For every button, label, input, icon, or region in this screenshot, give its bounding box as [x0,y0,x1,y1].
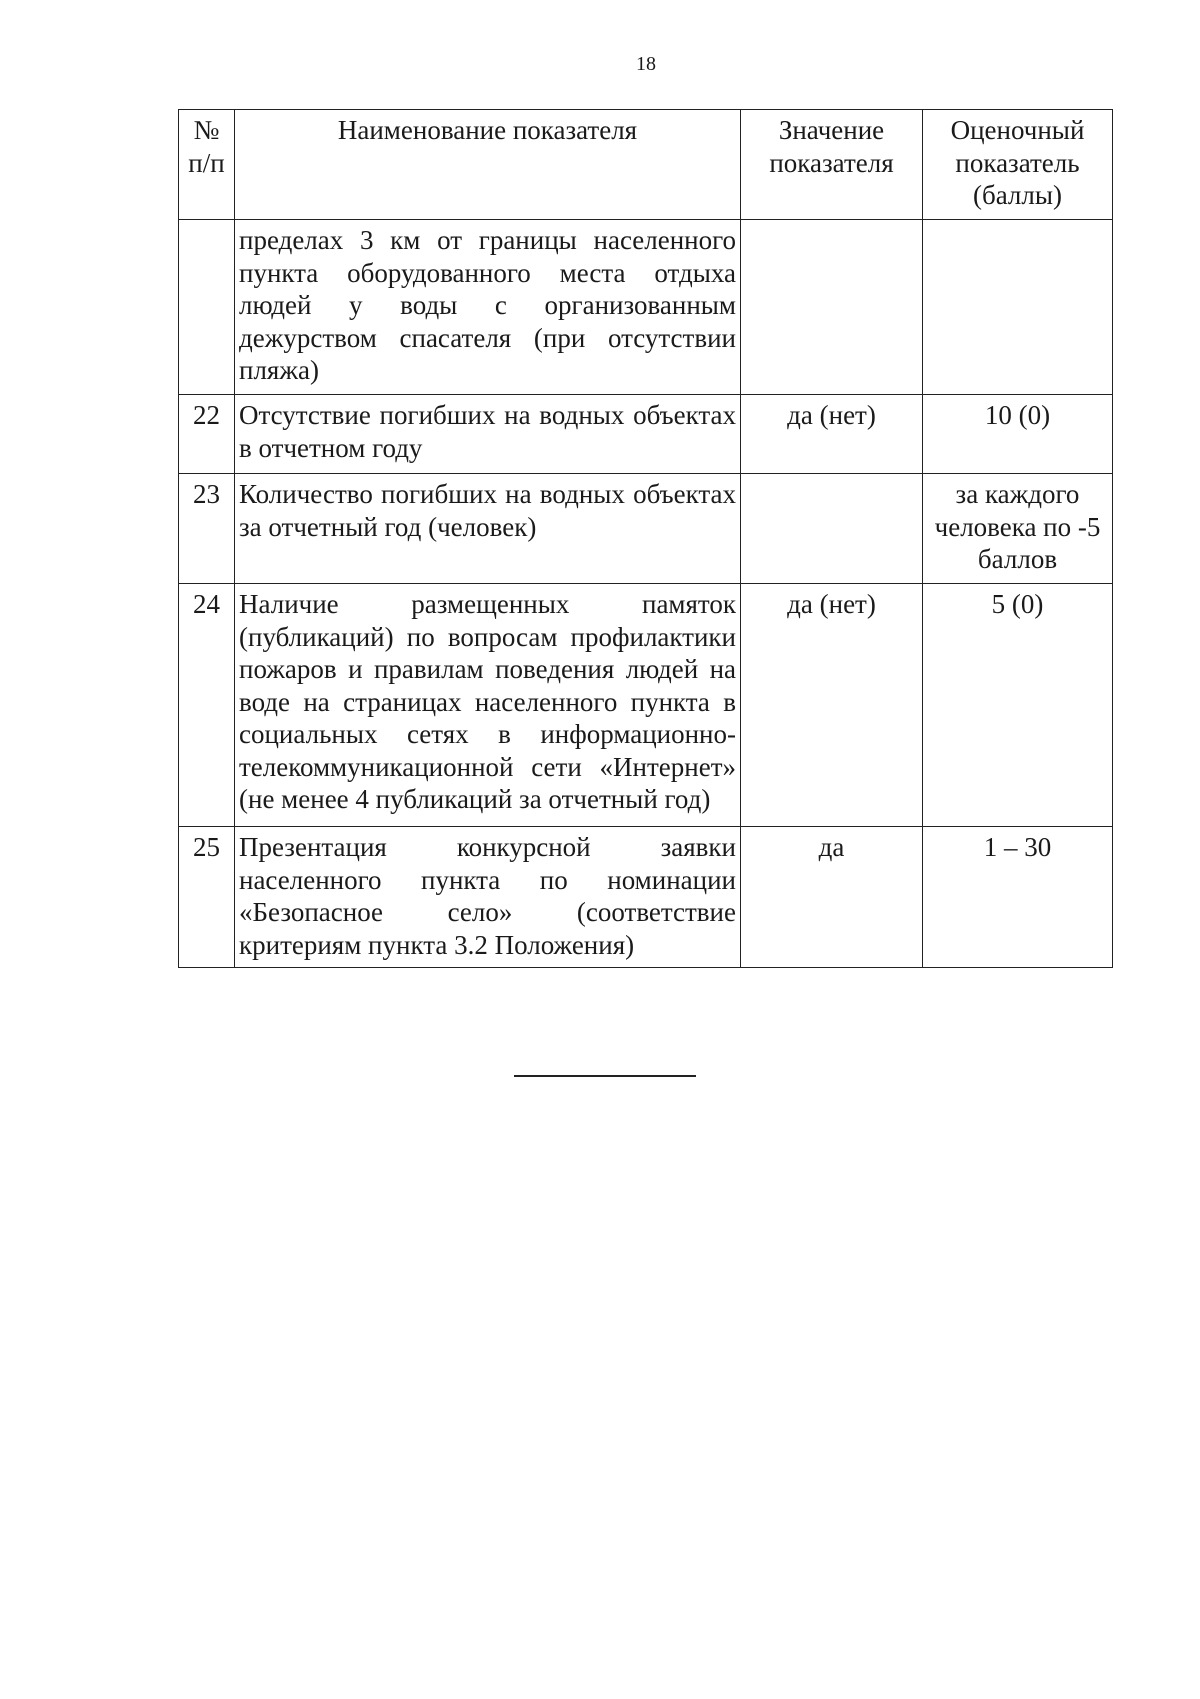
indicator-score [923,220,1113,395]
table-row [179,220,1113,395]
indicators-table [178,109,1113,968]
row-number: 23 [179,474,235,584]
indicator-value: да [741,827,923,968]
header-value [741,110,923,220]
indicator-score: 1 – 30 [923,827,1113,968]
indicator-score: 10 (0) [923,395,1113,474]
table-row [179,395,1113,474]
indicator-value: да (нет) [741,395,923,474]
header-name [235,110,741,220]
indicator-value [741,474,923,584]
table-row [179,827,1113,968]
indicator-name: пределах 3 км от границы населенного пункта оборудованного места отдыха людей у воды с организованным дежурством спасателя (при отсутствии пляжа) [235,220,741,395]
header-score-label: Оценочный показатель (баллы) [950,115,1085,210]
table-row [179,474,1113,584]
row-number: 22 [179,395,235,474]
header-name-label: Наименование показателя [337,115,638,145]
indicator-value: да (нет) [741,584,923,827]
page-number: 18 [636,53,656,75]
closing-rule-divider [514,1075,696,1077]
indicator-name: Количество погибших на водных объектах за отчетный год (человек) [235,474,741,584]
indicator-name: Отсутствие погибших на водных объектах в отчетном году [235,395,741,474]
header-num [179,110,235,220]
header-score [923,110,1113,220]
indicator-value [741,220,923,395]
row-number [179,220,235,395]
header-num-label: № п/п [188,115,225,178]
indicator-name: Наличие размещенных памяток (публикаций) по вопросам профилактики пожаров и правилам поведения людей на воде на страницах населенного пункта в социальных сетях в информационно-телекоммуникационной сети «Интернет» (не менее 4 публикаций за отчетный год) [235,584,741,827]
header-value-label: Значение показателя [769,115,894,178]
table-row [179,584,1113,827]
indicator-score: за каждого человека по -5 баллов [923,474,1113,584]
row-number: 25 [179,827,235,968]
indicator-name: Презентация конкурсной заявки населенного пункта по номинации «Безопасное село» (соответствие критериям пункта 3.2 Положения) [235,827,741,968]
indicator-score: 5 (0) [923,584,1113,827]
table-header-row [179,110,1113,220]
row-number: 24 [179,584,235,827]
